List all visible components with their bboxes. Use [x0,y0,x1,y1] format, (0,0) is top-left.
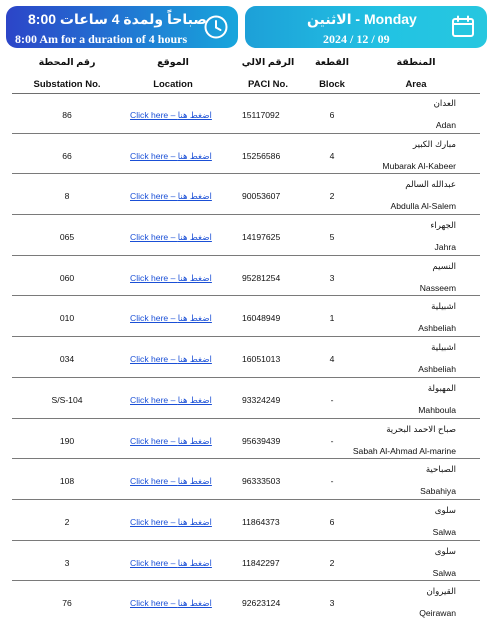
area-name-ar: القيروان [426,586,456,597]
area-name-ar: العدان [433,98,456,108]
substation-number: 2 [64,516,70,527]
area-name-en: Adan [435,120,456,130]
table-row [12,541,480,582]
block-number: 5 [329,232,335,243]
area-name-ar: صباح الاحمد البحرية [386,423,456,434]
paci-number: 15256586 [242,150,281,161]
area-name-en: Sabah Al-Ahmad Al-marine [352,445,456,456]
area-name-ar: اشبيلية [431,342,456,353]
area-name-en: Salwa [432,567,456,578]
paci-number: 11842297 [242,557,280,568]
header-substation-en: Substation No. [33,79,101,90]
substation-number: 060 [59,272,75,283]
date-day: الاثنين - Monday [307,11,417,27]
date-banner [245,6,487,48]
block-number: - [330,476,334,487]
block-number: 2 [329,557,335,568]
paci-number: 14197625 [242,232,281,243]
area-name-ar: النسيم [432,260,456,271]
substation-number: 76 [62,598,72,609]
paci-number: 16051013 [242,354,281,365]
paci-number: 15117092 [242,110,280,120]
location-link[interactable]: Click here – اضغط هنا [130,476,212,487]
block-number: 4 [329,354,335,365]
table-row [12,419,480,460]
block-number: 6 [329,516,335,527]
substation-number: 190 [59,435,75,446]
table-row [12,93,480,134]
header-location-en: Location [153,79,193,90]
area-name-ar: مبارك الكبير [412,138,456,149]
area-name-ar: المهبولة [427,382,456,393]
paci-number: 96333503 [242,476,281,487]
block-number: 3 [329,272,335,283]
location-link[interactable]: Click here – اضغط هنا [130,150,212,161]
table-row [12,256,480,297]
time-english: 8:00 Am for a duration of 4 hours [15,32,188,46]
table-row [12,174,480,215]
table-row [12,296,480,337]
area-name-ar: الجهراء [430,220,456,231]
table-row [12,215,480,256]
location-link[interactable]: Click here – اضغط هنا [130,313,212,324]
table-row [12,459,480,500]
area-name-ar: الصباحية [425,464,456,475]
area-name-en: Mahboula [418,404,456,415]
time-arabic: 8:00 صباحاً ولمدة 4 ساعات [28,11,207,27]
substation-number: 034 [59,354,75,365]
area-name-en: Jahra [434,242,456,253]
location-link[interactable]: Click here – اضغط هنا [130,272,212,283]
header-location-ar: الموقع [157,57,189,68]
table-row [12,337,480,378]
substation-number: 66 [62,150,72,161]
location-link[interactable]: Click here – اضغط هنا [130,435,212,446]
location-link[interactable]: Click here – اضغط هنا [130,232,212,243]
block-number: 1 [329,313,335,324]
substation-number: 010 [59,313,75,324]
table-row [12,378,480,419]
header-block-en: Block [319,79,345,90]
date-value: 2024 / 12 / 09 [323,32,390,46]
substation-number: 86 [62,110,72,120]
paci-number: 16048949 [242,313,281,324]
table-row [12,500,480,541]
header-substation-ar: رقم المحطة [38,57,96,68]
header-area-ar: المنطقة [396,57,436,68]
header-block-ar: القطعة [314,57,350,68]
paci-number: 92623124 [242,598,281,609]
area-name-en: Ashbeliah [418,323,456,334]
table-row [12,134,480,175]
area-name-en: Nasseem [419,282,456,293]
area-name-ar: اشبيلية [431,301,456,312]
paci-number: 90053607 [242,191,281,202]
location-link[interactable]: Click here – اضغط هنا [130,191,212,202]
header-area-en: Area [405,79,427,90]
location-link[interactable]: Click here – اضغط هنا [130,557,212,568]
block-number: 4 [329,150,335,161]
paci-number: 93324249 [242,394,281,405]
area-name-en: Abdulla Al-Salem [390,201,456,212]
substation-number: 8 [64,191,70,202]
area-name-ar: سلوى [434,545,456,556]
location-link[interactable]: Click here – اضغط هنا [130,516,212,527]
header-paci-ar: الرقم الالي [241,57,295,68]
area-name-en: Qeirawan [419,608,456,619]
area-name-ar: عبدالله السالم [405,179,456,190]
substation-number: 108 [59,476,75,487]
clock-icon [198,6,234,48]
paci-number: 11864373 [242,516,280,527]
header-paci-en: PACI No. [248,79,288,90]
location-link[interactable]: Click here – اضغط هنا [130,110,212,120]
paci-number: 95281254 [242,272,281,283]
time-banner [6,6,238,48]
block-number: - [330,435,334,446]
outage-table [12,93,480,622]
area-name-en: Mubarak Al-Kabeer [382,160,456,171]
table-row [12,581,480,622]
location-link[interactable]: Click here – اضغط هنا [130,354,212,365]
block-number: 2 [329,191,335,202]
paci-number: 95639439 [242,435,281,446]
substation-number: 065 [59,232,75,243]
location-link[interactable]: Click here – اضغط هنا [130,394,212,405]
area-name-ar: سلوى [434,504,456,515]
location-link[interactable]: Click here – اضغط هنا [130,598,212,609]
block-number: 3 [329,598,335,609]
block-number: 6 [329,110,335,120]
substation-number: S/S-104 [51,394,83,405]
calendar-icon [445,6,481,48]
substation-number: 3 [64,557,70,568]
area-name-en: Ashbeliah [418,364,456,375]
area-name-en: Sabahiya [420,486,456,497]
area-name-en: Salwa [432,526,456,537]
block-number: - [330,394,334,405]
